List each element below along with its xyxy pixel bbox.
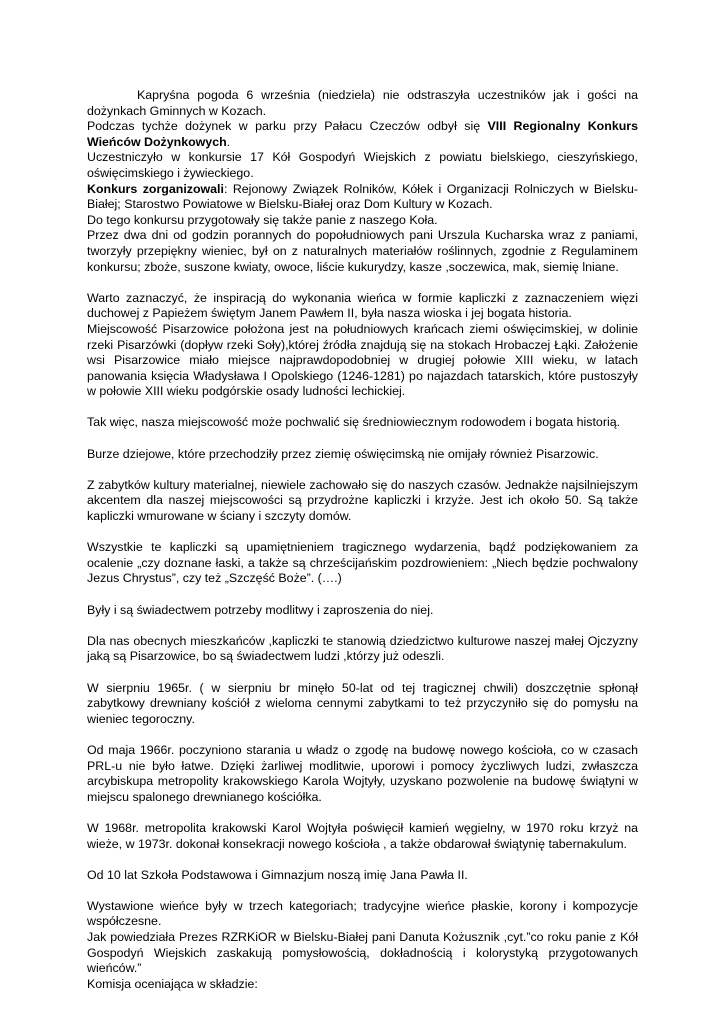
- paragraph: Komisja oceniająca w składzie:: [87, 976, 258, 991]
- bold-text: VIII Regionalny Konkurs Wieńców Dożynkowych: [87, 119, 638, 149]
- text: Podczas tychże dożynek w parku przy Pałacu Czeczów odbył się: [87, 119, 488, 134]
- paragraph: Dla nas obecnych mieszkańców ,kapliczki te stanowią dziedzictwo kulturowe naszej małej Ojczyzny jaką są Pisarzowice, bo są świadectwem ludzi ,którzy już odeszli.: [87, 633, 638, 664]
- paragraph: Od maja 1966r. poczyniono starania u władz o zgodę na budowę nowego kościoła, co w czasach PRL-u nie było łatwe. Dzięki żarliwej modlitwie, uporowi i pomocy życzliwych ludzi, zwłaszcza arcybiskupa metropolity krakowskiego Karola Wojtyły, uzyskano pozwolenie na budowę świątyni w miejscu spalonego drewnianego kościółka.: [87, 742, 638, 804]
- paragraph: Przez dwa dni od godzin porannych do popołudniowych pani Urszula Kucharska wraz z paniami, tworzyły przepiękny wieniec, był on z naturalnych materiałów roślinnych, zgodnie z Regulaminem konkursu; zboże, suszone kwiaty, owoce, liście kukurydzy, kasze ,soczewica, mak, siemię lniane.: [87, 228, 638, 274]
- paragraph: Od 10 lat Szkoła Podstawowa i Gimnazjum noszą imię Jana Pawła II.: [87, 867, 468, 882]
- paragraph: [87, 119, 638, 150]
- paragraph: W 1968r. metropolita krakowski Karol Wojtyła poświęcił kamień węgielny, w 1970 roku krzyż na wieże, w 1973r. dokonał konsekracji nowego kościoła , a także obdarował świątynię tabernakulum.: [87, 820, 638, 851]
- text: .: [226, 134, 231, 149]
- bold-text: Konkurs zorganizowali: [87, 181, 224, 196]
- paragraph: [87, 182, 638, 213]
- paragraph: Miejscowość Pisarzowice położona jest na południowych krańcach ziemi oświęcimskiej, w dolinie rzeki Pisarzówki (dopływ rzeki Soły),której źródła znajdują się na stokach Hrobaczej Łąki. Założenie wsi Pisarzowice miało miejsce najprawdopodobniej w drugiej połowie XIII wieku, w latach panowania księcia Władysława I Opolskiego (1246-1281) po najazdach tatarskich, które pustoszyły w połowie XIII wieku podgórskie osady ludności lechickiej.: [87, 321, 638, 399]
- paragraph: Z zabytków kultury materialnej, niewiele zachowało się do naszych czasów. Jednakże najsilniejszym akcentem dla naszej miejscowości są przydrożne kapliczki i krzyże. Jest ich około 50. Są także kapliczki wmurowane w ściany i szczyty domów.: [87, 477, 638, 524]
- document-page: [87, 88, 638, 992]
- text: : Rejonowy Związek Rolników, Kółek i Organizacji Rolniczych w Bielsku-Białej; Starostwo Powiatowe w Bielsku-Białej oraz Dom Kultury w Kozach.: [87, 181, 638, 212]
- paragraph: Warto zaznaczyć, że inspiracją do wykonania wieńca w formie kapliczki z zaznaczeniem więzi duchowej z Papieżem świętym Janem Pawłem II, była nasza wioska i jej bogata historia.: [87, 290, 638, 321]
- paragraph: W sierpniu 1965r. ( w sierpniu br minęło 50-lat od tej tragicznej chwili) doszczętnie spłonął zabytkowy drewniany kościół z wieloma cennymi zabytkami to też przyczyniło się do pomysłu na wieniec tegoroczny.: [87, 680, 638, 726]
- paragraph: Wszystkie te kapliczki są upamiętnieniem tragicznego wydarzenia, bądź podziękowaniem za ocalenie „czy doznane łaski, a także są chrześcijańskim pozdrowieniem: „Niech będzie pochwalony Jezus Chrystus”, czy też „Szczęść Boże”. (….): [87, 540, 638, 586]
- paragraph: Kapryśna pogoda 6 września (niedziela) nie odstraszyła uczestników jak i gości na dożynkach Gminnych w Kozach.: [87, 88, 638, 118]
- paragraph: Jak powiedziała Prezes RZRKiOR w Bielsku-Białej pani Danuta Kożusznik ,cyt.”co roku panie z Kół Gospodyń Wiejskich zaskakują pomysłowością, dokładnością i kolorystyką przygotowanych wieńców.”: [87, 930, 638, 976]
- paragraph: Burze dziejowe, które przechodziły przez ziemię oświęcimską nie omijały również Pisarzowic.: [87, 446, 599, 461]
- paragraph: Były i są świadectwem potrzeby modlitwy i zaproszenia do niej.: [87, 602, 434, 617]
- paragraph: Uczestniczyło w konkursie 17 Kół Gospodyń Wiejskich z powiatu bielskiego, cieszyńskiego, oświęcimskiego i żywieckiego.: [87, 150, 638, 180]
- paragraph: Tak więc, nasza miejscowość może pochwalić się średniowiecznym rodowodem i bogata historią.: [87, 415, 621, 430]
- paragraph: Wystawione wieńce były w trzech kategoriach; tradycyjne wieńce płaskie, korony i kompozycje współczesne.: [87, 898, 638, 929]
- paragraph: Do tego konkursu przygotowały się także panie z naszego Koła.: [87, 212, 438, 227]
